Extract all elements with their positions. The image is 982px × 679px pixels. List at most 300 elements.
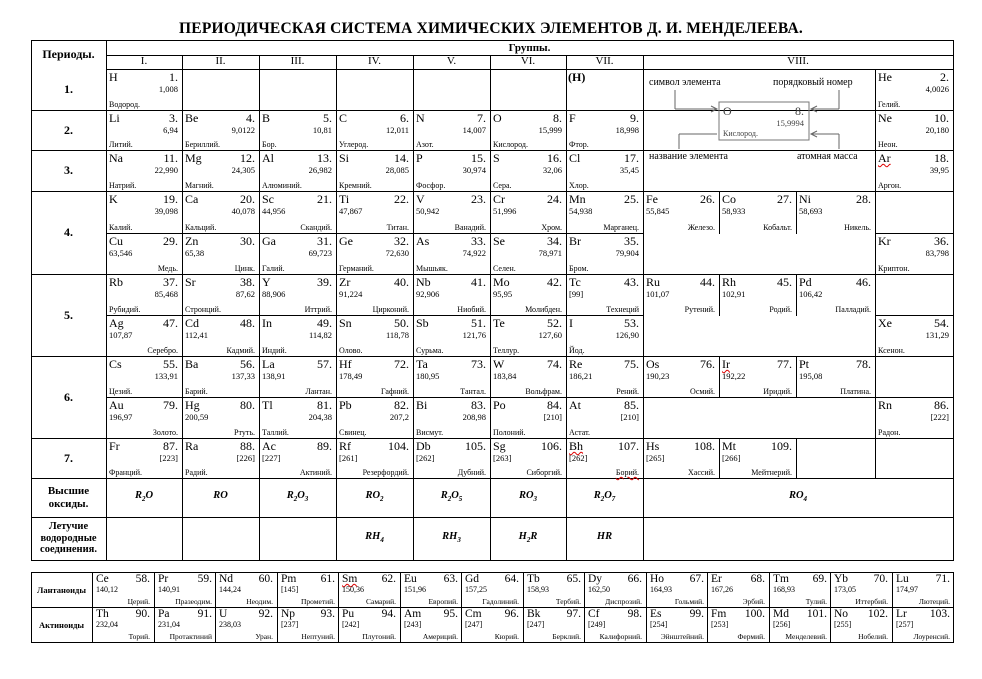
period-label: 7. — [64, 450, 73, 465]
element-symbol: Nb — [416, 275, 431, 289]
element-cell — [336, 191, 413, 233]
element-cell — [490, 438, 566, 478]
element-symbol: Ni — [799, 192, 811, 206]
element-symbol: Am — [404, 608, 422, 620]
atomic-mass: [262] — [416, 453, 435, 463]
element-symbol: Pr — [158, 573, 169, 585]
element-symbol: P — [416, 151, 423, 165]
element-symbol: Sc — [262, 192, 274, 206]
element-name: Празеодим. — [175, 597, 212, 606]
element-symbol: Si — [339, 151, 350, 165]
element-cell — [647, 607, 708, 642]
element-symbol: Th — [96, 608, 109, 620]
atomic-mass: 91,224 — [339, 289, 363, 299]
element-symbol: Hf — [339, 357, 352, 371]
element-cell — [182, 356, 259, 397]
element-number: 13. — [317, 151, 332, 165]
group-label: II. — [215, 55, 226, 67]
periods-header: Периоды. — [42, 47, 95, 61]
period-label: 5. — [64, 307, 73, 322]
atomic-mass: 14,007 — [462, 125, 486, 135]
element-name: Таллий. — [262, 428, 289, 437]
element-symbol: Sn — [339, 316, 352, 330]
element-name: Гафний. — [380, 387, 409, 396]
element-symbol: Ce — [96, 573, 109, 585]
atomic-mass: 83,798 — [925, 248, 949, 258]
element-name: Технеций — [606, 305, 639, 314]
element-cell — [875, 110, 953, 150]
element-symbol: Sb — [416, 316, 429, 330]
element-number: 107. — [618, 439, 639, 453]
element-symbol: Fm — [711, 608, 727, 620]
element-number: 27. — [777, 192, 792, 206]
element-symbol: Os — [646, 357, 660, 371]
element-number: 90. — [135, 608, 150, 620]
oxide-formula — [259, 490, 336, 506]
group-label: VI. — [520, 55, 536, 67]
element-name: Стронций. — [185, 305, 221, 314]
element-cell — [566, 191, 643, 233]
element-cell — [796, 191, 875, 233]
formula-part: O — [451, 489, 459, 501]
element-name: Гадолиний. — [482, 597, 519, 606]
element-cell — [770, 607, 831, 642]
atomic-mass: 55,845 — [646, 206, 670, 216]
element-name: Фтор. — [569, 140, 589, 149]
group-label: V. — [446, 55, 457, 67]
element-name: Кислород. — [723, 129, 758, 138]
element-number: 62. — [381, 573, 396, 585]
element-symbol: Cm — [465, 608, 482, 620]
grid-line — [31, 517, 954, 518]
element-symbol: Tl — [262, 398, 273, 412]
atomic-mass: [247] — [465, 620, 483, 629]
element-symbol: C — [339, 111, 348, 125]
element-name: Уран. — [255, 632, 273, 641]
element-symbol: S — [493, 151, 500, 165]
element-number: 59. — [197, 573, 212, 585]
formula-part: 4 — [380, 535, 384, 544]
element-number: 28. — [856, 192, 871, 206]
element-name: Бериллий. — [185, 140, 220, 149]
element-name: Европий. — [428, 597, 458, 606]
group-label: I. — [140, 55, 148, 67]
element-cell — [796, 356, 875, 397]
atomic-mass: [255] — [834, 620, 852, 629]
element-name: Тантал. — [460, 387, 486, 396]
atomic-mass: 207,2 — [389, 412, 409, 422]
element-cell — [566, 150, 643, 191]
element-symbol: Br — [569, 234, 581, 248]
element-number: 7. — [477, 111, 486, 125]
element-cell — [106, 110, 182, 150]
lanthanides-label: Лантаноиды — [37, 584, 86, 595]
element-name: Сурьма. — [416, 346, 444, 355]
element-cell — [566, 438, 643, 478]
atomic-mass: 196,97 — [109, 412, 133, 422]
element-cell — [259, 150, 336, 191]
legend-sample-element — [720, 103, 808, 139]
atomic-mass: 126,90 — [615, 330, 639, 340]
atomic-mass: 92,906 — [416, 289, 440, 299]
element-number: 65. — [566, 573, 581, 585]
element-name: Марганец. — [603, 223, 639, 232]
formula-part: 3 — [304, 494, 309, 503]
element-cell — [490, 110, 566, 150]
element-cell — [336, 438, 413, 478]
element-cell — [719, 191, 796, 233]
element-name: Церий. — [127, 597, 150, 606]
element-number: 64. — [504, 573, 519, 585]
element-name: Криптон. — [878, 264, 910, 273]
element-cell — [259, 110, 336, 150]
element-cell — [719, 438, 796, 478]
element-symbol: Cf — [588, 608, 600, 620]
element-symbol: Bk — [527, 608, 541, 620]
grid-line — [31, 560, 954, 561]
element-name: Сера. — [493, 181, 512, 190]
element-number: 41. — [471, 275, 486, 289]
element-number: 51. — [471, 316, 486, 330]
element-number: 12. — [240, 151, 255, 165]
element-cell — [490, 150, 566, 191]
atomic-mass: 140,91 — [158, 585, 180, 594]
element-symbol: Mg — [185, 151, 202, 165]
element-symbol: Rn — [878, 398, 893, 412]
atomic-mass: [254] — [650, 620, 668, 629]
element-number: 5. — [323, 111, 332, 125]
element-symbol: Pa — [158, 608, 170, 620]
formula-part: 3 — [533, 494, 538, 503]
atomic-mass: 58,933 — [722, 206, 746, 216]
element-number: 109. — [771, 439, 792, 453]
group-label: IV. — [368, 55, 381, 67]
element-symbol: Db — [416, 439, 431, 453]
element-symbol: Mn — [569, 192, 586, 206]
element-symbol: Ar — [878, 151, 891, 165]
element-cell — [585, 572, 646, 607]
formula-part: 2 — [380, 494, 384, 503]
element-number: 103. — [929, 608, 950, 620]
formula-part: 2 — [141, 494, 146, 503]
group-label: VIII. — [787, 55, 809, 67]
atomic-mass: [263] — [493, 453, 512, 463]
element-name: Мейтнерий. — [751, 468, 792, 477]
element-name: Висмут. — [416, 428, 444, 437]
hydride-formula — [413, 531, 490, 547]
element-cell — [401, 572, 462, 607]
formula-part: RO — [365, 489, 381, 501]
element-cell — [93, 572, 154, 607]
atomic-mass: 95,95 — [493, 289, 513, 299]
atomic-mass: 47,867 — [339, 206, 363, 216]
element-number: 69. — [812, 573, 827, 585]
element-symbol: Pt — [799, 357, 810, 371]
element-number: 105. — [465, 439, 486, 453]
atomic-mass: [257] — [896, 620, 914, 629]
element-symbol: F — [569, 111, 576, 125]
element-cell — [462, 572, 523, 607]
element-number: 38. — [240, 275, 255, 289]
element-name: Рутений. — [684, 305, 715, 314]
element-symbol: Mt — [722, 439, 737, 453]
element-symbol: Sr — [185, 275, 196, 289]
element-cell — [259, 438, 336, 478]
element-name: Неон. — [878, 140, 898, 149]
element-name: Сиборгий. — [526, 468, 562, 477]
element-cell — [182, 315, 259, 356]
element-symbol: Te — [493, 316, 505, 330]
element-symbol: I — [569, 316, 573, 330]
element-name: Хлор. — [569, 181, 589, 190]
formula-part: R — [593, 489, 601, 501]
element-number: 21. — [317, 192, 332, 206]
atomic-mass: 102,91 — [722, 289, 746, 299]
element-name: Германий. — [339, 264, 374, 273]
element-cell — [106, 69, 182, 110]
element-number: 68. — [750, 573, 765, 585]
atomic-mass: 44,956 — [262, 206, 286, 216]
legend-number-label: порядковый номер — [773, 77, 853, 88]
element-name: Лютеций. — [918, 597, 950, 606]
element-symbol: Rf — [339, 439, 351, 453]
element-cell — [106, 150, 182, 191]
atomic-mass: [223] — [159, 453, 178, 463]
element-name: Натрий. — [109, 181, 137, 190]
atomic-mass: 150,36 — [342, 585, 364, 594]
atomic-mass: 238,03 — [219, 620, 241, 629]
element-cell — [413, 356, 490, 397]
element-number: 75. — [624, 357, 639, 371]
atomic-mass: 79,904 — [615, 248, 639, 258]
formula-part: R — [530, 530, 538, 542]
grid-line — [31, 642, 954, 643]
element-name: Торий. — [128, 632, 150, 641]
formula-part: 2 — [293, 494, 298, 503]
element-symbol: O — [493, 111, 502, 125]
element-symbol: N — [416, 111, 425, 125]
element-symbol: Tb — [527, 573, 540, 585]
atomic-mass: 133,91 — [154, 371, 178, 381]
element-name: Кремний. — [339, 181, 372, 190]
element-name: Родий. — [769, 305, 792, 314]
element-symbol: Ga — [262, 234, 276, 248]
groups-header: Группы. — [508, 41, 551, 54]
atomic-mass: [247] — [527, 620, 545, 629]
element-name: Азот. — [416, 140, 434, 149]
element-cell — [259, 233, 336, 274]
element-cell — [585, 607, 646, 642]
atomic-mass: 183,84 — [493, 371, 517, 381]
element-name: Водород. — [109, 100, 141, 109]
element-name: Нобелий. — [858, 632, 888, 641]
element-name: Теллур. — [493, 346, 520, 355]
element-number: 39. — [317, 275, 332, 289]
oxide-formula — [106, 490, 182, 506]
element-symbol: Ru — [646, 275, 661, 289]
atomic-mass: [145] — [281, 585, 299, 594]
element-cell — [182, 274, 259, 315]
atomic-mass: 40,078 — [231, 206, 255, 216]
atomic-mass: 192,22 — [722, 371, 746, 381]
element-name: Протактиний — [169, 632, 212, 641]
element-number: 9. — [630, 111, 639, 125]
element-cell — [875, 397, 953, 438]
atomic-mass: 180,95 — [416, 371, 440, 381]
element-number: 55. — [163, 357, 178, 371]
element-cell — [490, 397, 566, 438]
element-symbol: Ir — [722, 357, 730, 371]
element-number: 94. — [381, 608, 396, 620]
element-number: 61. — [320, 573, 335, 585]
element-symbol: Hs — [646, 439, 660, 453]
element-symbol: Na — [109, 151, 123, 165]
element-symbol: Cd — [185, 316, 200, 330]
element-symbol: H — [109, 70, 118, 84]
element-symbol: Kr — [878, 234, 891, 248]
element-name: Гелий. — [878, 100, 901, 109]
element-symbol: Pu — [342, 608, 355, 620]
element-symbol: Nd — [219, 573, 234, 585]
element-cell — [831, 572, 892, 607]
element-number: 49. — [317, 316, 332, 330]
element-number: 60. — [258, 573, 273, 585]
atomic-mass: [262] — [569, 453, 588, 463]
element-cell — [106, 315, 182, 356]
element-cell — [336, 315, 413, 356]
oxides-label: Высшие оксиды. — [47, 485, 90, 510]
element-cell — [643, 356, 719, 397]
element-symbol: Er — [711, 573, 722, 585]
atomic-mass: 9,0122 — [231, 125, 255, 135]
atomic-mass: 35,45 — [619, 165, 639, 175]
element-symbol: In — [262, 316, 272, 330]
element-cell — [875, 233, 953, 274]
element-number: 101. — [806, 608, 827, 620]
atomic-mass: [253] — [711, 620, 729, 629]
element-cell — [413, 397, 490, 438]
element-symbol: W — [493, 357, 505, 371]
atomic-mass: 173,05 — [834, 585, 856, 594]
element-symbol: Lu — [896, 573, 909, 585]
element-name: Тулий. — [805, 597, 827, 606]
element-number: 1. — [169, 70, 178, 84]
element-cell — [490, 274, 566, 315]
element-cell — [216, 572, 277, 607]
element-cell — [524, 572, 585, 607]
element-number: 47. — [163, 316, 178, 330]
element-cell — [875, 315, 953, 356]
element-cell — [566, 274, 643, 315]
lanthanide-actinide-table — [31, 572, 953, 643]
element-name: Барий. — [185, 387, 208, 396]
element-name: Эйнштейний. — [660, 632, 704, 641]
element-cell — [336, 356, 413, 397]
atomic-mass: 87,62 — [235, 289, 255, 299]
atomic-mass: [249] — [588, 620, 606, 629]
element-number: 25. — [624, 192, 639, 206]
element-symbol: K — [109, 192, 118, 206]
element-cell — [278, 607, 339, 642]
atomic-mass: 174,97 — [896, 585, 918, 594]
element-cell — [462, 607, 523, 642]
element-cell — [106, 356, 182, 397]
grid-line — [953, 40, 954, 561]
element-number: 83. — [471, 398, 486, 412]
element-number: 24. — [547, 192, 562, 206]
atomic-mass: 106,42 — [799, 289, 823, 299]
group-label: III. — [290, 55, 305, 67]
formula-part: O — [297, 489, 305, 501]
formula-part: R — [134, 489, 142, 501]
element-symbol: Tc — [569, 275, 581, 289]
element-name: Полоний. — [493, 428, 526, 437]
element-number: 31. — [317, 234, 332, 248]
element-symbol: Np — [281, 608, 296, 620]
element-symbol: Gd — [465, 573, 480, 585]
element-name: Хассий. — [688, 468, 715, 477]
element-symbol: Rb — [109, 275, 124, 289]
element-cell — [566, 233, 643, 274]
element-number: 72. — [394, 357, 409, 371]
element-symbol: Bh — [569, 439, 584, 453]
element-cell — [875, 69, 953, 110]
element-cell — [182, 438, 259, 478]
element-number: 10. — [934, 111, 949, 125]
actinides-label: Актиноиды — [38, 619, 85, 630]
element-name: Лантан. — [305, 387, 332, 396]
period-label: 6. — [64, 389, 73, 404]
element-cell — [643, 191, 719, 233]
element-number: 86. — [934, 398, 949, 412]
element-name: Рений. — [616, 387, 639, 396]
element-symbol: Po — [493, 398, 506, 412]
element-number: 108. — [694, 439, 715, 453]
atomic-mass: 69,723 — [308, 248, 332, 258]
element-symbol: Yb — [834, 573, 849, 585]
element-symbol: Be — [185, 111, 199, 125]
element-number: 54. — [934, 316, 949, 330]
element-name: Ртуть. — [234, 428, 255, 437]
element-name: Осмий. — [690, 387, 715, 396]
element-symbol: Se — [493, 234, 505, 248]
atomic-mass: 168,93 — [773, 585, 795, 594]
atomic-mass: 107,87 — [109, 330, 133, 340]
element-cell — [831, 607, 892, 642]
element-symbol: Pb — [339, 398, 352, 412]
element-symbol: Ba — [185, 357, 199, 371]
element-cell — [490, 356, 566, 397]
element-number: 48. — [240, 316, 255, 330]
atomic-mass: [266] — [722, 453, 741, 463]
hydride-formula — [336, 531, 413, 547]
atomic-mass: [99] — [569, 289, 584, 299]
atomic-mass: 15,9994 — [776, 118, 804, 128]
atomic-mass: [210] — [543, 412, 562, 422]
element-number: 71. — [935, 573, 950, 585]
element-number: 93. — [320, 608, 335, 620]
element-symbol: As — [416, 234, 430, 248]
atomic-mass: 39,95 — [929, 165, 949, 175]
element-name: Платина. — [840, 387, 871, 396]
element-name: Фосфор. — [416, 181, 446, 190]
formula-part: O — [604, 489, 612, 501]
atomic-mass: 114,82 — [308, 330, 332, 340]
element-name: Лоуренсий. — [913, 632, 950, 641]
element-symbol: Cs — [109, 357, 122, 371]
formula-part: HR — [596, 530, 613, 542]
element-number: 81. — [317, 398, 332, 412]
